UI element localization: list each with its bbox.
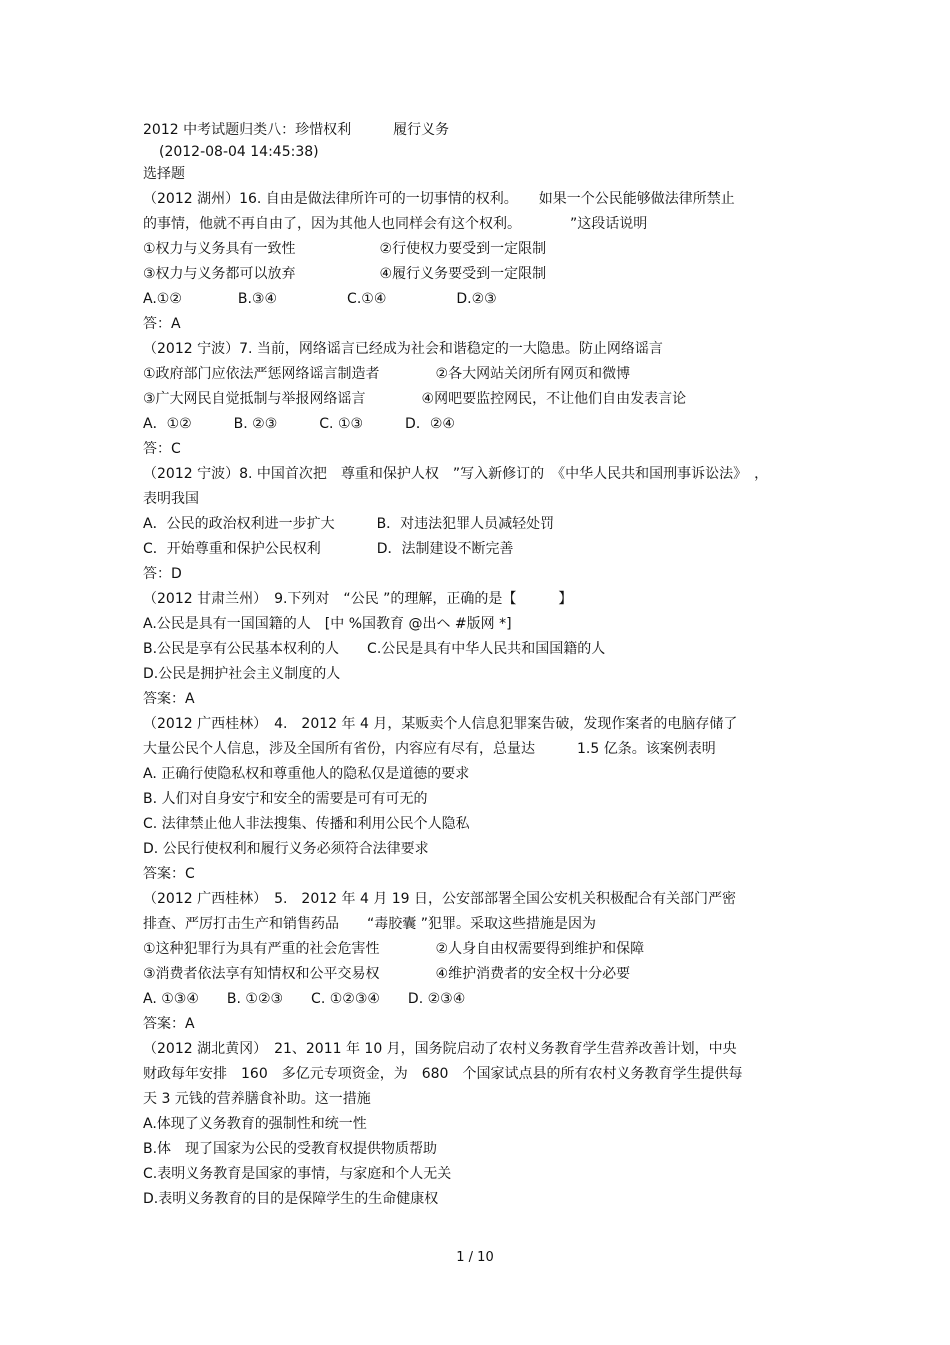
text-line: D.表明义务教育的目的是保障学生的生命健康权: [143, 1191, 439, 1207]
text-line: A．①② B. ②③ C. ①③ D．②④: [143, 416, 455, 432]
text-line: 答案：A: [143, 691, 195, 707]
text-line: ③消费者依法享有知情权和公平交易权 ④维护消费者的安全权十分必要: [143, 966, 631, 982]
text-line: 大量公民个人信息，涉及全国所有省份，内容应有尽有，总量达 1.5 亿条。该案例表明: [143, 741, 716, 757]
text-line: A. ①③④ B. ①②③ C. ①②③④ D. ②③④: [143, 991, 466, 1007]
text-line: D.公民是拥护社会主义制度的人: [143, 666, 341, 682]
text-line: C．开始尊重和保护公民权利 D．法制建设不断完善: [143, 541, 514, 557]
text-line: ③广大网民自觉抵制与举报网络谣言 ④网吧要监控网民，不让他们自由发表言论: [143, 391, 687, 407]
text-line: 的事情，他就不再自由了，因为其他人也同样会有这个权利。 ”这段话说明: [143, 216, 648, 232]
text-line: 表明我国: [143, 491, 199, 507]
text-line: （2012 广西桂林） 5. 2012 年 4 月 19 日，公安部部署全国公安机关积极配合有关部门严密: [143, 891, 737, 907]
text-line: （2012 湖州）16. 自由是做法律所许可的一切事情的权利。 如果一个公民能够做法律所禁止: [143, 191, 735, 207]
text-line: ①这种犯罪行为具有严重的社会危害性 ②人身自由权需要得到维护和保障: [143, 941, 645, 957]
text-line: 答案：C: [143, 866, 195, 882]
text-line: ③权力与义务都可以放弃 ④履行义务要受到一定限制: [143, 266, 547, 282]
text-line: A．公民的政治权利进一步扩大 B．对违法犯罪人员减轻处罚: [143, 516, 555, 532]
document-date: (2012-08-04 14:45:38): [159, 144, 319, 160]
text-line: B. 人们对自身安宁和安全的需要是可有可无的: [143, 791, 428, 807]
text-line: A. 正确行使隐私权和尊重他人的隐私仅是道德的要求: [143, 766, 470, 782]
text-line: 答：D: [143, 566, 182, 582]
text-line: C. 法律禁止他人非法搜集、传播和利用公民个人隐私: [143, 816, 470, 832]
section-heading: 选择题: [143, 166, 185, 182]
text-line: B.体 现了国家为公民的受教育权提供物质帮助: [143, 1141, 438, 1157]
text-line: 答案：A: [143, 1016, 195, 1032]
text-line: （2012 湖北黄冈） 21、2011 年 10 月，国务院启动了农村义务教育学生营养改善计划，中央: [143, 1041, 737, 1057]
text-line: 排查、严厉打击生产和销售药品 “毒胶囊 ”犯罪。采取这些措施是因为: [143, 916, 596, 932]
text-line: 答：A: [143, 316, 181, 332]
text-line: ①政府部门应依法严惩网络谣言制造者 ②各大网站关闭所有网页和微博: [143, 366, 631, 382]
document-body: [143, 120, 803, 1214]
text-line: （2012 广西桂林） 4. 2012 年 4 月，某贩卖个人信息犯罪案告破，发现作案者的电脑存储了: [143, 716, 738, 732]
text-line: 财政每年安排 160 多亿元专项资金，为 680 个国家试点县的所有农村义务教育学生提供每: [143, 1066, 743, 1082]
text-line: （2012 宁波）8. 中国首次把 尊重和保护人权 ”写入新修订的 《中华人民共和国刑事诉讼法》 ，: [143, 466, 769, 482]
page-number: 1 / 10: [456, 1250, 494, 1265]
text-line: A.①② B.③④ C.①④ D.②③: [143, 291, 497, 307]
text-line: A.体现了义务教育的强制性和统一性: [143, 1116, 367, 1132]
text-line: 答：C: [143, 441, 181, 457]
text-line: D. 公民行使权利和履行义务必须符合法律要求: [143, 841, 429, 857]
text-line: A.公民是具有一国国籍的人 [中 %国教育 @出ヘ #版网 *]: [143, 616, 512, 632]
text-line: （2012 宁波）7. 当前，网络谣言已经成为社会和谐稳定的一大隐患。防止网络谣言: [143, 341, 663, 357]
page-title: 2012 中考试题归类八：珍惜权利 履行义务: [143, 122, 450, 138]
text-line: ①权力与义务具有一致性 ②行使权力要受到一定限制: [143, 241, 547, 257]
text-line: 天 3 元钱的营养膳食补助。这一措施: [143, 1091, 371, 1107]
question-list: [143, 189, 803, 1214]
text-line: （2012 甘肃兰州） 9.下列对 “公民 ”的理解，正确的是【 】: [143, 591, 573, 607]
text-line: B.公民是享有公民基本权利的人 C.公民是具有中华人民共和国国籍的人: [143, 641, 606, 657]
text-line: C.表明义务教育是国家的事情，与家庭和个人无关: [143, 1166, 452, 1182]
